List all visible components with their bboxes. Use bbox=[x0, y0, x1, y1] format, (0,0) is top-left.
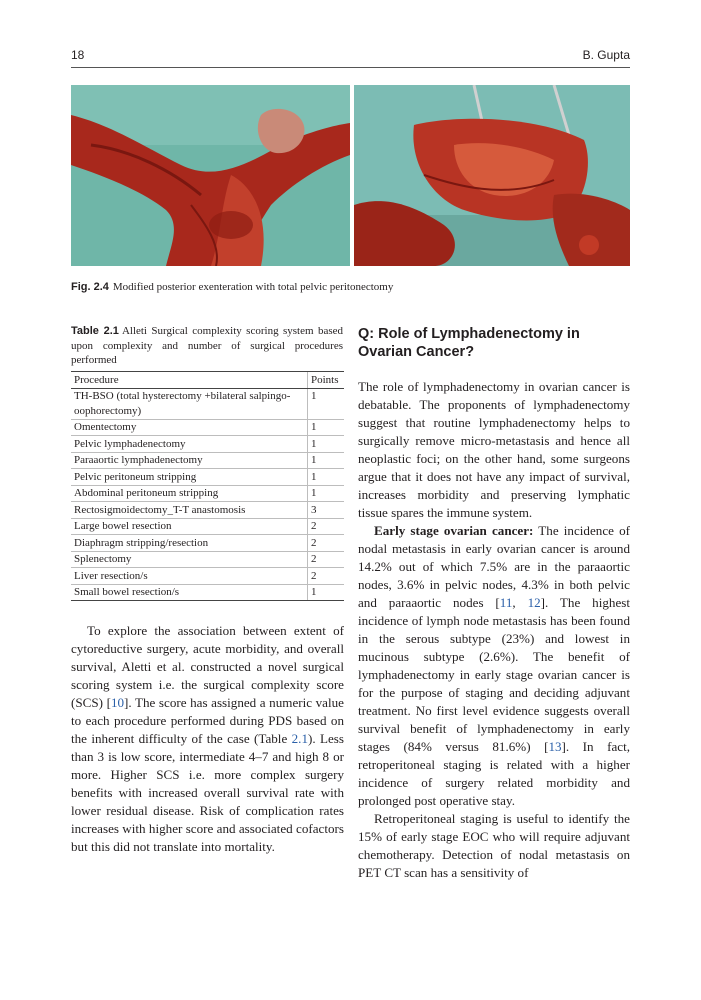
text-run: ]. The highest incidence of lymph node metastasis has been found in the serous subtype (23%) and lowest in mucinous subtype (2.6%). The benefit of lymphadenectomy in early stage ovarian cancer is for the purpose of staging and deciding adjuvant treatment. No first level evidence suggests overall survival benefit of lymphadenectomy in early stages (84% versus 81.6%) [ bbox=[358, 595, 630, 754]
body-paragraph bbox=[358, 522, 630, 810]
table-row bbox=[71, 419, 344, 436]
specimen-photo-right bbox=[354, 85, 630, 266]
body-paragraph bbox=[71, 622, 344, 856]
text-run: The incidence of nodal metastasis in early ovarian cancer is around 14.2% out of which 7.5% are in the paraaortic nodes, 3.6% in pelvic nodes, 4.3% in both pelvic and paraaortic nodes [ bbox=[358, 523, 630, 610]
text-run: , bbox=[512, 595, 528, 610]
procedure-cell: TH-BSO (total hysterectomy +bilateral salpingo-oophorectomy) bbox=[71, 388, 308, 419]
right-column bbox=[358, 378, 630, 882]
points-cell: 1 bbox=[308, 436, 345, 453]
table-row bbox=[71, 502, 344, 519]
points-cell: 2 bbox=[308, 568, 345, 585]
procedure-cell: Large bowel resection bbox=[71, 518, 308, 535]
table-row bbox=[71, 452, 344, 469]
citation-link[interactable]: 10 bbox=[110, 695, 125, 710]
left-column bbox=[71, 622, 344, 856]
procedure-cell: Liver resection/s bbox=[71, 568, 308, 585]
figure-label: Fig. 2.4 bbox=[71, 281, 109, 293]
points-cell: 2 bbox=[308, 518, 345, 535]
table-header-row bbox=[71, 372, 344, 389]
points-cell: 3 bbox=[308, 502, 345, 519]
scs-table bbox=[71, 371, 344, 601]
procedure-cell: Abdominal peritoneum stripping bbox=[71, 485, 308, 502]
procedure-cell: Rectosigmoidectomy_T-T anastomosis bbox=[71, 502, 308, 519]
citation-link[interactable]: 11 bbox=[499, 595, 513, 610]
procedure-cell: Paraaortic lymphadenectomy bbox=[71, 452, 308, 469]
table-row bbox=[71, 584, 344, 601]
column-header-procedure: Procedure bbox=[71, 372, 308, 389]
table-label: Table 2.1 bbox=[71, 325, 119, 337]
points-cell: 2 bbox=[308, 551, 345, 568]
points-cell: 1 bbox=[308, 584, 345, 601]
text-run: ]. In fact, retroperitoneal staging is related with a higher incidence of surgery related morbidity and prolonged post operative stay. bbox=[358, 739, 631, 808]
header-rule bbox=[71, 67, 630, 68]
table-row bbox=[71, 485, 344, 502]
column-header-points: Points bbox=[308, 372, 345, 389]
table-caption bbox=[71, 324, 343, 368]
procedure-cell: Small bowel resection/s bbox=[71, 584, 308, 601]
citation-link[interactable]: 12 bbox=[527, 595, 541, 610]
page-number: 18 bbox=[71, 48, 85, 62]
text-run: To explore the association between extent of cytoreductive surgery, acute morbidity, and overall survival, Aletti et al. constructed a novel surgical scoring system i.e. the surgical complexity score (SCS) [ bbox=[71, 623, 344, 710]
figure-caption-text: Modified posterior exenteration with total pelvic peritonectomy bbox=[112, 281, 394, 293]
procedure-cell: Pelvic lymphadenectomy bbox=[71, 436, 308, 453]
section-heading: Q: Role of Lymphadenectomy in Ovarian Cancer? bbox=[358, 326, 580, 360]
table-caption-text: Alleti Surgical complexity scoring system based upon complexity and number of surgical procedures performed bbox=[71, 325, 344, 366]
table-row bbox=[71, 535, 344, 552]
table-row bbox=[71, 469, 344, 486]
table-row bbox=[71, 436, 344, 453]
run-in-heading: Early stage ovarian cancer: bbox=[374, 523, 534, 538]
table-row bbox=[71, 388, 344, 419]
table-row bbox=[71, 551, 344, 568]
procedure-cell: Omentectomy bbox=[71, 419, 308, 436]
body-paragraph: Retroperitoneal staging is useful to identify the 15% of early stage EOC who will require adjuvant chemotherapy. Detection of nodal metastasis on PET CT scan has a sensitivity of bbox=[358, 811, 630, 880]
specimen-photo-left bbox=[71, 85, 350, 266]
figure-caption bbox=[71, 281, 393, 293]
citation-link[interactable]: 13 bbox=[548, 739, 562, 754]
procedure-cell: Pelvic peritoneum stripping bbox=[71, 469, 308, 486]
body-paragraph: The role of lymphadenectomy in ovarian cancer is debatable. The proponents of lymphadenectomy suggest that routine lymphadenectomy helps to surgically remove micro-metastasis and hence all neoplastic foci; on the other hand, some surgeons argue that it does not have any impact of survival, increases morbidity and preserving lymphatic tissue spares the immune system. bbox=[358, 379, 630, 520]
running-head: B. Gupta bbox=[582, 48, 630, 62]
table-reference-link[interactable]: 2.1 bbox=[291, 731, 308, 746]
procedure-cell: Splenectomy bbox=[71, 551, 308, 568]
text-run: ]. The score has assigned a numeric value to each procedure performed during PDS based on the inherent difficulty of the case (Table bbox=[71, 695, 344, 746]
table-row bbox=[71, 568, 344, 585]
points-cell: 1 bbox=[308, 419, 345, 436]
points-cell: 1 bbox=[308, 485, 345, 502]
points-cell: 2 bbox=[308, 535, 345, 552]
points-cell: 1 bbox=[308, 452, 345, 469]
table-row bbox=[71, 518, 344, 535]
points-cell: 1 bbox=[308, 388, 345, 419]
points-cell: 1 bbox=[308, 469, 345, 486]
procedure-cell: Diaphragm stripping/resection bbox=[71, 535, 308, 552]
text-run: ). Less than 3 is low score, intermediate 4–7 and high 8 or more. Higher SCS i.e. more complex surgery benefits with increased overall survival rate with lower residual disease. Risk of complication rates increases with higher score and associated cofactors but this did not translate into mortality. bbox=[71, 731, 344, 854]
